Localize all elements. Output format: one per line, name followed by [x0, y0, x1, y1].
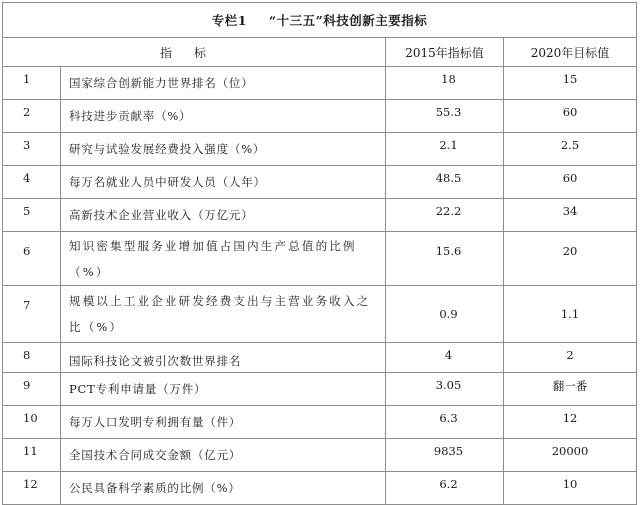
target-2020: 翻一番	[504, 373, 637, 406]
value-2015: 2.1	[386, 133, 504, 166]
indicator-name: 全国技术合同成交金额（亿元）	[61, 439, 386, 472]
table-row	[3, 100, 637, 133]
table-caption-row	[3, 3, 637, 38]
indicator-name: 国家综合创新能力世界排名（位）	[61, 67, 386, 100]
value-2015: 48.5	[386, 166, 504, 199]
caption-title: “十三五”科技创新主要指标	[268, 13, 428, 28]
value-2015: 9835	[386, 439, 504, 472]
value-2015: 4	[386, 343, 504, 373]
indicator-name: 公民具备科学素质的比例（%）	[61, 472, 386, 505]
indicator-name: 高新技术企业营业收入（万亿元）	[61, 199, 386, 232]
value-2015: 18	[386, 67, 504, 100]
row-number: 7	[3, 286, 61, 343]
target-2020: 34	[504, 199, 637, 232]
table-row	[3, 406, 637, 439]
target-2020: 60	[504, 166, 637, 199]
row-number: 5	[3, 199, 61, 232]
target-2020: 10	[504, 472, 637, 505]
target-2020: 2.5	[504, 133, 637, 166]
header-2020-target: 2020年目标值	[504, 38, 637, 67]
row-number: 8	[3, 343, 61, 373]
target-2020: 20000	[504, 439, 637, 472]
value-2015: 22.2	[386, 199, 504, 232]
value-2015: 6.3	[386, 406, 504, 439]
table-row	[3, 232, 637, 286]
indicator-name: 知识密集型服务业增加值占国内生产总值的比例（%）	[61, 232, 386, 286]
row-number: 9	[3, 373, 61, 406]
header-2015-value: 2015年指标值	[386, 38, 504, 67]
row-number: 4	[3, 166, 61, 199]
table-row	[3, 472, 637, 505]
table-header-row	[3, 38, 637, 67]
target-2020: 15	[504, 67, 637, 100]
table-row	[3, 166, 637, 199]
table-row	[3, 439, 637, 472]
indicator-name: 规模以上工业企业研发经费支出与主营业务收入之比（%）	[61, 286, 386, 343]
row-number: 12	[3, 472, 61, 505]
indicator-table-container	[2, 2, 636, 505]
row-number: 1	[3, 67, 61, 100]
table-row	[3, 199, 637, 232]
value-2015: 3.05	[386, 373, 504, 406]
target-2020: 60	[504, 100, 637, 133]
indicator-name: 国际科技论文被引次数世界排名	[61, 343, 386, 373]
indicator-name: PCT专利申请量（万件）	[61, 373, 386, 406]
row-number: 3	[3, 133, 61, 166]
table-row	[3, 343, 637, 373]
value-2015: 55.3	[386, 100, 504, 133]
row-number: 6	[3, 232, 61, 286]
table-row	[3, 373, 637, 406]
indicator-name: 每万人口发明专利拥有量（件）	[61, 406, 386, 439]
table-caption	[3, 3, 637, 38]
target-2020: 2	[504, 343, 637, 373]
row-number: 2	[3, 100, 61, 133]
indicator-name: 每万名就业人员中研发人员（人年）	[61, 166, 386, 199]
indicator-name: 科技进步贡献率（%）	[61, 100, 386, 133]
value-2015: 0.9	[386, 286, 504, 343]
table-row	[3, 67, 637, 100]
caption-label: 专栏1	[211, 13, 247, 28]
target-2020: 1.1	[504, 286, 637, 343]
indicator-name: 研究与试验发展经费投入强度（%）	[61, 133, 386, 166]
header-indicator: 指标	[3, 38, 386, 67]
row-number: 11	[3, 439, 61, 472]
target-2020: 20	[504, 232, 637, 286]
row-number: 10	[3, 406, 61, 439]
target-2020: 12	[504, 406, 637, 439]
value-2015: 6.2	[386, 472, 504, 505]
indicator-table	[2, 2, 637, 505]
table-row	[3, 286, 637, 343]
value-2015: 15.6	[386, 232, 504, 286]
table-row	[3, 133, 637, 166]
